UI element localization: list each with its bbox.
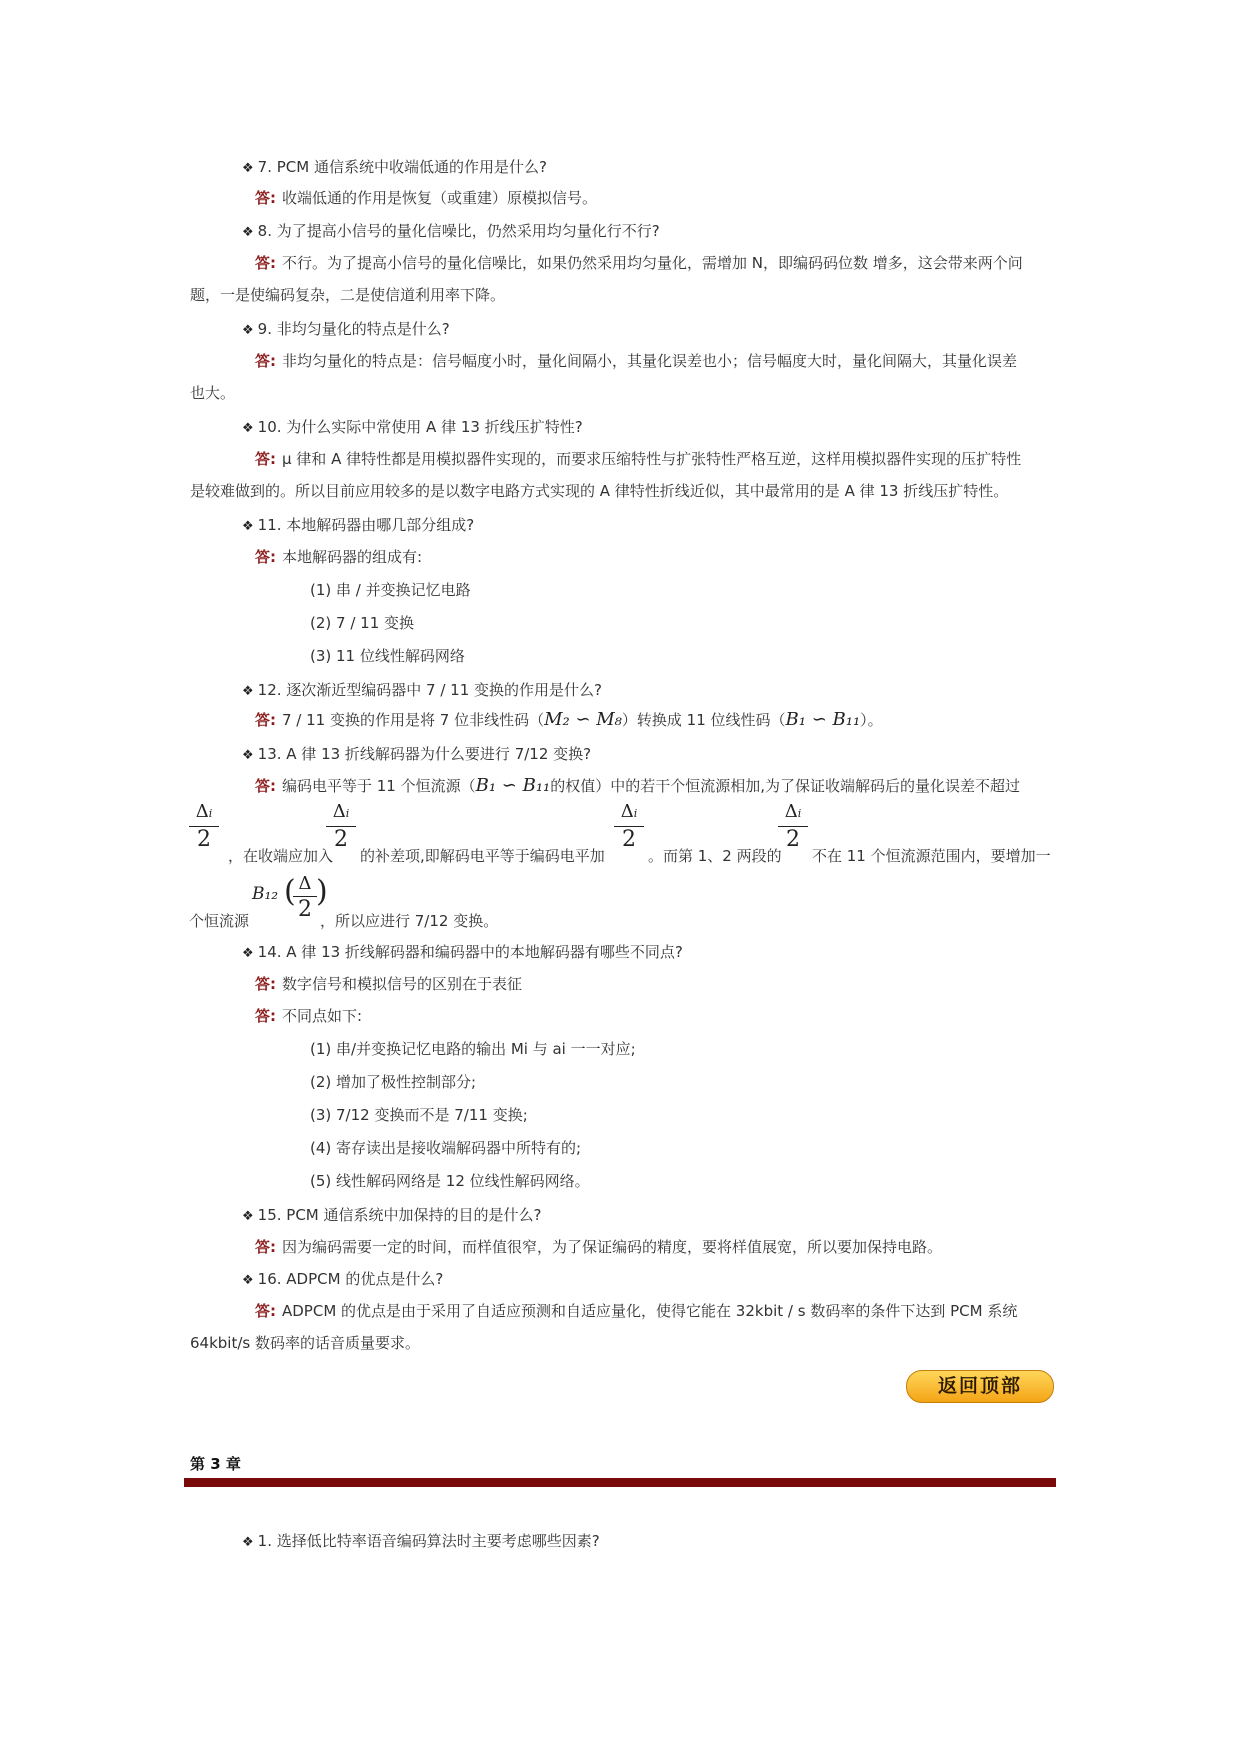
answer-11: 答: 本地解码器的组成有: [255, 548, 423, 566]
bullet-icon: ❖ [242, 1535, 254, 1550]
answer-8: 答: 不行。为了提高小信号的量化信噪比，如果仍然采用均匀量化，需增加 N，即编码码位数 增多，这会带来两个问 [255, 254, 1023, 272]
question-13: ❖ 13. A 律 13 折线解码器为什么要进行 7/12 变换? [242, 745, 592, 763]
answer-10: 答: μ 律和 A 律特性都是用模拟器件实现的，而要求压缩特性与扩张特性严格互逆，这样用模拟器件实现的压扩特性 [255, 450, 1022, 468]
question-9: ❖ 9. 非均匀量化的特点是什么? [242, 320, 450, 338]
list-item: (4) 寄存读出是接收端解码器中所特有的; [310, 1139, 582, 1157]
bullet-icon: ❖ [242, 946, 254, 961]
m-range-formula: M₂ ∽ M₈ [544, 709, 622, 730]
delta-fraction: Δi 2 [326, 800, 356, 853]
question-10: ❖ 10. 为什么实际中常使用 A 律 13 折线压扩特性? [242, 418, 583, 436]
answer-9-cont: 也大。 [190, 384, 236, 402]
b-range-formula: B₁ ∽ B₁₁ [785, 709, 861, 730]
b-range-formula: B₁ ∽ B₁₁ [475, 775, 551, 796]
answer-13-text: 个恒流源 [189, 912, 250, 930]
answer-13-text: 不在 11 个恒流源范围内，要增加一 [812, 847, 1051, 865]
answer-8-cont: 题，一是使编码复杂，二是使信道利用率下降。 [190, 286, 506, 304]
answer-13-text: 的补差项,即解码电平等于编码电平加 [360, 847, 605, 865]
b12-formula: B₁₂ [252, 884, 279, 904]
bullet-icon: ❖ [242, 161, 254, 176]
answer-10-cont: 是较难做到的。所以目前应用较多的是以数字电路方式实现的 A 律特性折线近似，其中最常用的是 A 律 13 折线压扩特性。 [190, 482, 1009, 500]
question-11: ❖ 11. 本地解码器由哪几部分组成? [242, 516, 475, 534]
bullet-icon: ❖ [242, 323, 254, 338]
paren-open: ( [284, 874, 296, 909]
delta-fraction: Δi 2 [189, 800, 219, 853]
list-item: (3) 11 位线性解码网络 [310, 647, 465, 665]
answer-7: 答: 收端低通的作用是恢复（或重建）原模拟信号。 [255, 189, 598, 207]
answer-14-b: 答: 不同点如下: [255, 1007, 363, 1025]
question-12: ❖ 12. 逐次渐近型编码器中 7 / 11 变换的作用是什么? [242, 681, 602, 699]
bullet-icon: ❖ [242, 225, 254, 240]
question-16: ❖ 16. ADPCM 的优点是什么? [242, 1270, 444, 1288]
answer-16-cont: 64kbit/s 数码率的话音质量要求。 [190, 1334, 420, 1352]
answer-16: 答: ADPCM 的优点是由于采用了自适应预测和自适应量化，使得它能在 32kbit / s 数码率的条件下达到 PCM 系统 [255, 1302, 1018, 1320]
answer-15: 答: 因为编码需要一定的时间，而样值很窄，为了保证编码的精度，要将样值展宽，所以要加保持电路。 [255, 1238, 943, 1256]
list-item: (2) 增加了极性控制部分; [310, 1073, 477, 1091]
bullet-icon: ❖ [242, 1209, 254, 1224]
question-14: ❖ 14. A 律 13 折线解码器和编码器中的本地解码器有哪些不同点? [242, 943, 683, 961]
answer-9: 答: 非均匀量化的特点是：信号幅度小时，量化间隔小，其量化误差也小；信号幅度大时，量化间隔大，其量化误差 [255, 352, 1018, 370]
answer-14-a: 答: 数字信号和模拟信号的区别在于表征 [255, 975, 523, 993]
list-item: (3) 7/12 变换而不是 7/11 变换; [310, 1106, 528, 1124]
question-8: ❖ 8. 为了提高小信号的量化信噪比，仍然采用均匀量化行不行? [242, 222, 660, 240]
list-item: (1) 串 / 并变换记忆电路 [310, 581, 471, 599]
bullet-icon: ❖ [242, 1273, 254, 1288]
question-15: ❖ 15. PCM 通信系统中加保持的目的是什么? [242, 1206, 542, 1224]
answer-13-text: 。而第 1、2 两段的 [648, 847, 782, 865]
delta-fraction: Δi 2 [614, 800, 644, 853]
bullet-icon: ❖ [242, 519, 254, 534]
list-item: (5) 线性解码网络是 12 位线性解码网络。 [310, 1172, 590, 1190]
list-item: (1) 串/并变换记忆电路的输出 Mi 与 ai 一一对应; [310, 1040, 636, 1058]
bullet-icon: ❖ [242, 421, 254, 436]
chapter-divider [184, 1478, 1056, 1487]
answer-12: 答: 7 / 11 变换的作用是将 7 位非线性码（M₂ ∽ M₈）转换成 11 位线性码（B₁ ∽ B₁₁）。 [255, 709, 883, 730]
list-item: (2) 7 / 11 变换 [310, 614, 415, 632]
question-7: ❖ 7. PCM 通信系统中收端低通的作用是什么? [242, 158, 547, 176]
delta-fraction: Δ 2 [293, 872, 317, 923]
bullet-icon: ❖ [242, 684, 254, 699]
answer-13-text: ，所以应进行 7/12 变换。 [320, 912, 499, 930]
chapter-heading: 第 3 章 [190, 1455, 241, 1473]
paren-close: ) [316, 874, 328, 909]
answer-13-text: ，在收端应加入 [228, 847, 334, 865]
bullet-icon: ❖ [242, 748, 254, 763]
back-to-top-button[interactable]: 返回顶部 [906, 1370, 1054, 1403]
chapter3-question-1: ❖ 1. 选择低比特率语音编码算法时主要考虑哪些因素? [242, 1532, 600, 1550]
delta-fraction: Δi 2 [778, 800, 808, 853]
answer-13: 答: 编码电平等于 11 个恒流源（B₁ ∽ B₁₁的权值）中的若干个恒流源相加,为了保证收端解码后的量化误差不超过 [255, 775, 1021, 796]
